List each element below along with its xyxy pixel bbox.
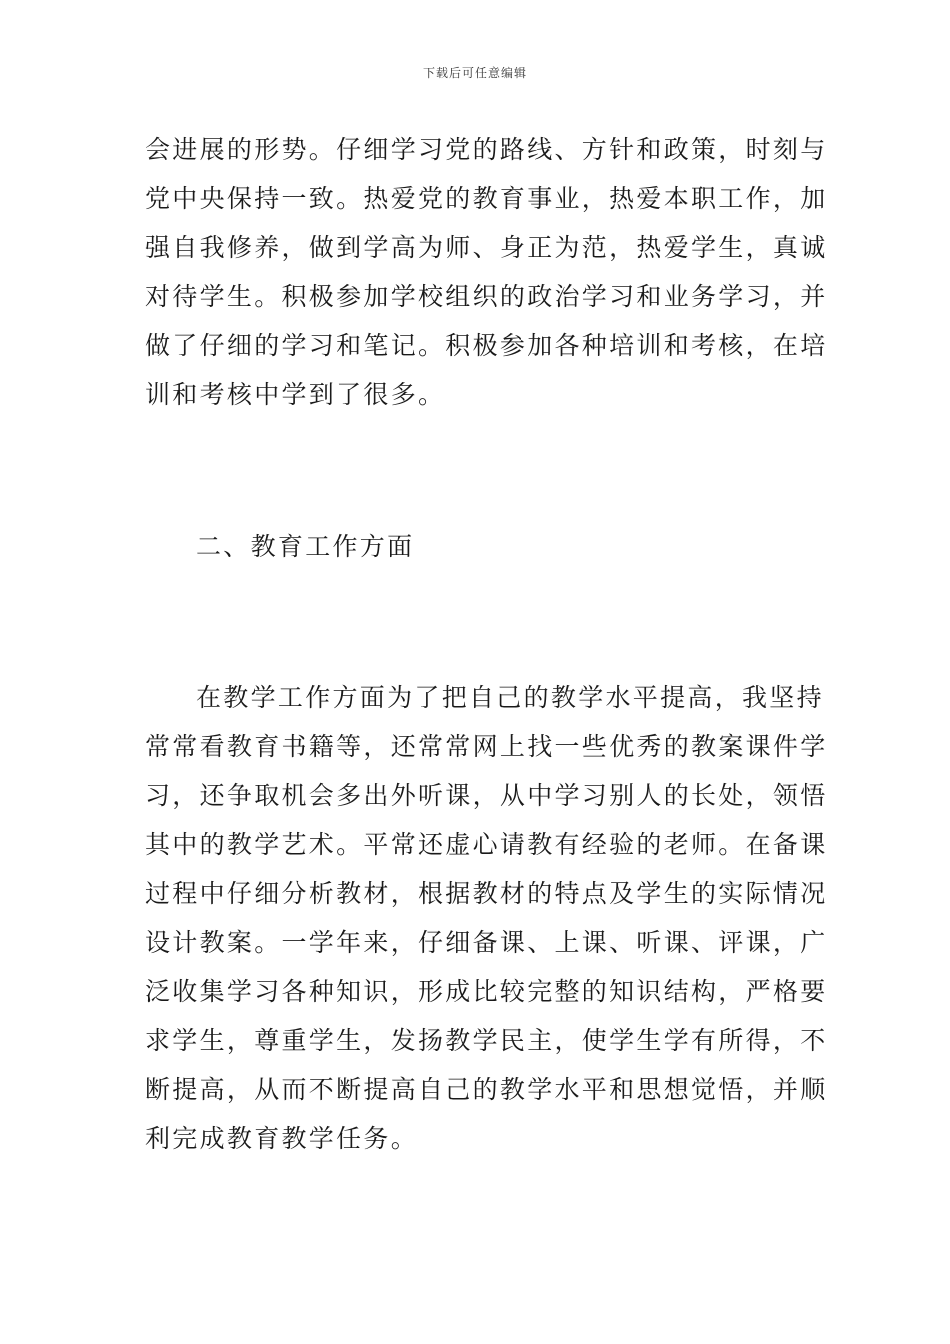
paragraph-line: 做了仔细的学习和笔记。积极参加各种培训和考核，在培 <box>145 331 828 360</box>
header-note: 下载后可任意编辑 <box>422 66 527 80</box>
paragraph-line: 求学生，尊重学生，发扬教学民主，使学生学有所得，不 <box>145 1026 828 1055</box>
section-heading: 二、教育工作方面 <box>196 532 415 561</box>
paragraph-line: 在教学工作方面为了把自己的教学水平提高，我坚持 <box>196 683 824 712</box>
paragraph-line: 利完成教育教学任务。 <box>145 1124 419 1153</box>
paragraph-line: 党中央保持一致。热爱党的教育事业，热爱本职工作，加 <box>145 184 828 213</box>
paragraph-line: 过程中仔细分析教材，根据教材的特点及学生的实际情况 <box>145 879 828 908</box>
paragraph-line: 断提高，从而不断提高自己的教学水平和思想觉悟，并顺 <box>145 1075 828 1104</box>
paragraph-line: 设计教案。一学年来，仔细备课、上课、听课、评课，广 <box>145 928 828 957</box>
paragraph-line: 其中的教学艺术。平常还虚心请教有经验的老师。在备课 <box>145 830 828 859</box>
paragraph-line: 对待学生。积极参加学校组织的政治学习和业务学习，并 <box>145 282 828 311</box>
paragraph-line: 习，还争取机会多出外听课，从中学习别人的长处，领悟 <box>145 781 828 810</box>
paragraph-line: 泛收集学习各种知识，形成比较完整的知识结构，严格要 <box>145 977 828 1006</box>
paragraph-line: 训和考核中学到了很多。 <box>145 380 446 409</box>
paragraph-line: 常常看教育书籍等，还常常网上找一些优秀的教案课件学 <box>145 732 828 761</box>
paragraph-line: 强自我修养，做到学高为师、身正为范，热爱学生，真诚 <box>145 233 828 262</box>
paragraph-line: 会进展的形势。仔细学习党的路线、方针和政策，时刻与 <box>145 135 828 164</box>
